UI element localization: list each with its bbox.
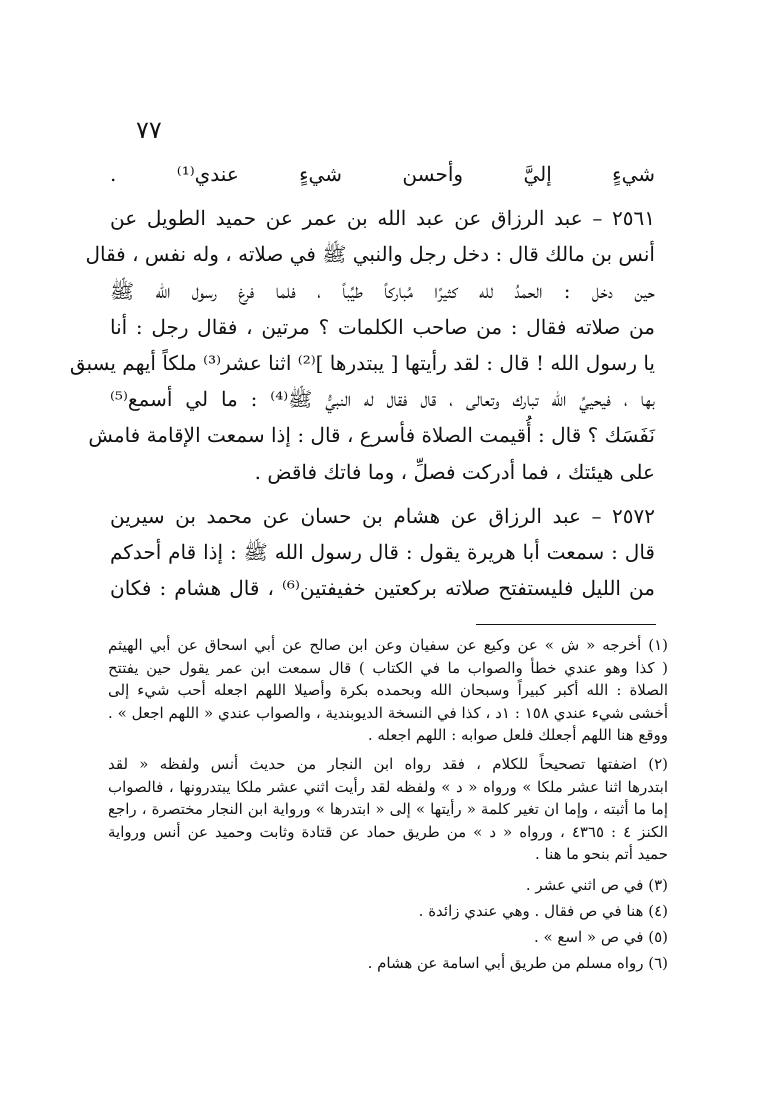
footnote-line: (١) أخرجه « ش » عن وكيع عن سفيان وعن ابن صالح عن أبي اسحاق عن أبي الهيثم <box>108 636 668 654</box>
main-line: شيءٍ إليَّ وأحسن شيءٍ عندي⁽¹⁾ . <box>110 162 655 186</box>
hadith-2561-line: ٢٥٦١ – عبد الرزاق عن عبد الله بن عمر عن حميد الطويل عن <box>110 206 655 231</box>
footnote-line: حميد أتم بنحو ما هنا . <box>534 845 668 864</box>
footnote-6: (٦) رواه مسلم من طريق أبي اسامة عن هشام . <box>367 953 668 972</box>
main-line: على هيئتك ، فما أدركت فصلِّ ، وما فاتك فاقض . <box>254 459 655 484</box>
main-line: بها ، فيحييِّ الله تبارك وتعالى ، قال فقال له النبيُّ ﷺ⁽⁴⁾ : ما لي أسمع⁽⁵⁾ <box>110 387 655 412</box>
footnote-line: إما ما أثبته ، وإما ان تغير كلمة « رأيتها » إلى « ابتدرها » ورواية ابن النجار مختصرة ، راجع <box>108 800 668 819</box>
underline-mark <box>476 624 656 625</box>
footnote-line: ( كذا وهو عندي خطأ والصواب ما في الكتاب ) قال سمعت ابن عمر يقول حين يفتتح <box>108 658 668 677</box>
main-line: نَفَسَك ؟ قال : أُقيمت الصلاة فأسرع ، قال : إذا سمعت الإقامة فامش <box>88 423 655 448</box>
page-number: ٧٧ <box>136 116 162 144</box>
footnote-5: (٥) في ص « اسع » . <box>533 927 668 946</box>
footnote-line: أخشى شيء عندي ١٥٨ : ١د ، كذا في النسخة الديوبندية ، والصواب عندي « اللهم اجعل » . <box>108 703 669 722</box>
footnote-line: الكنز ٤ : ٤٣٦٥ ، ورواه « د » من طريق حماد عن قتادة وثابت وحميد عن أنس ورواية <box>108 822 668 841</box>
footnote-4: (٤) هنا في ص فقال . وهي عندي زائدة . <box>418 901 668 920</box>
hadith-2572-line: ٢٥٧٢ – عبد الرزاق عن هشام بن حسان عن محمد بن سيرين <box>110 503 655 528</box>
main-line: يا رسول الله ! قال : لقد رأيتها [ يبتدرها ]⁽²⁾ اثنا عشر⁽³⁾ ملكاً أيهم يسبق <box>69 350 655 375</box>
main-line: من الليل فليستفتح صلاته بركعتين خفيفتين⁽⁶⁾ ، قال هشام : فكان <box>110 576 655 601</box>
footnote-line: (٢) اضفتها تصحيحاً للكلام ، فقد رواه ابن النجار من حديث أنس ولفظه « لقد <box>108 754 668 773</box>
footnote-line: الصلاة : الله أكبر كبيراً وسبحان الله وبحمده بكرة وأصيلا اللهم اجعله أحب شيء إلى <box>108 681 668 700</box>
main-line: من صلاته فقال : من صاحب الكلمات ؟ مرتين ، فقال رجل : أنا <box>110 314 655 339</box>
main-text <box>69 156 655 606</box>
main-line: أنس بن مالك قال : دخل رجل والنبي ﷺ في صلاته ، وله نفس ، فقال <box>85 242 655 267</box>
main-line: قال : سمعت أبا هريرة يقول : قال رسول الله ﷺ : إذا قام أحدكم <box>110 539 655 564</box>
footnotes <box>108 634 668 976</box>
footnote-line: ابتدرها اثنا عشر ملكا » ورواه « د » ولفظه لقد رأيت اثني عشر ملكا يبتدرونها ، فالصواب <box>108 777 668 796</box>
footnote-line: ووقع هنا اللهم أجعلك فلعل صوابه : اللهم اجعله . <box>367 726 668 745</box>
main-line: حين دخل : الحمدُ لله كثيرًا مُباركاً طيِّباً ، فلما فرغ رسول الله ﷺ <box>110 278 655 303</box>
footnote-3: (٣) في ص اثني عشر . <box>525 875 668 894</box>
